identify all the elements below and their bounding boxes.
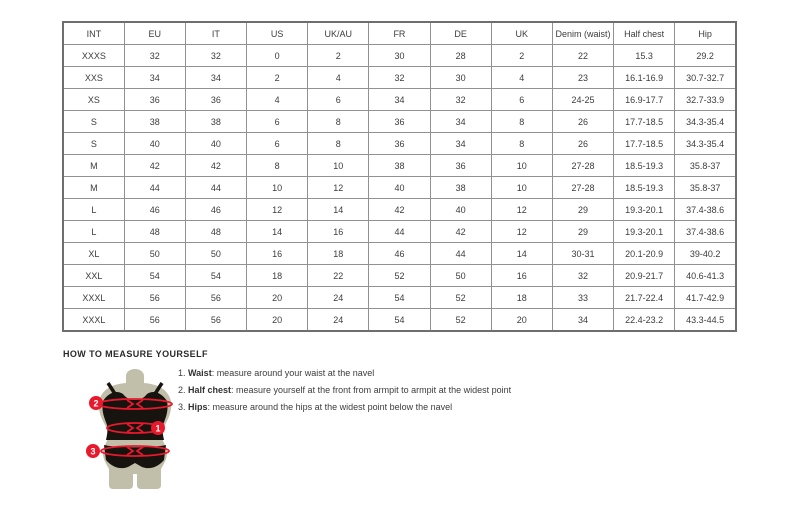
size-value-cell: 12: [491, 221, 552, 243]
size-value-cell: 38: [369, 155, 430, 177]
size-value-cell: 4: [308, 67, 369, 89]
size-value-cell: 27-28: [552, 177, 613, 199]
table-row: [63, 67, 736, 89]
badge-waist-number: 1: [155, 423, 161, 434]
size-value-cell: 10: [247, 177, 308, 199]
table-row: [63, 89, 736, 111]
measure-step: 2. Half chest: measure yourself at the front from armpit to armpit at the widest point: [178, 385, 512, 395]
table-row: [63, 309, 736, 332]
size-value-cell: 40: [430, 199, 491, 221]
size-value-cell: 46: [124, 199, 185, 221]
size-label-cell: S: [63, 133, 124, 155]
size-value-cell: 26: [552, 133, 613, 155]
column-header: EU: [124, 22, 185, 45]
badge-hips-number: 3: [90, 446, 96, 457]
size-label-cell: XS: [63, 89, 124, 111]
size-value-cell: 54: [185, 265, 246, 287]
size-value-cell: 32: [185, 45, 246, 67]
size-value-cell: 56: [124, 309, 185, 332]
table-row: [63, 243, 736, 265]
size-value-cell: 20: [247, 287, 308, 309]
size-value-cell: 42: [369, 199, 430, 221]
size-value-cell: 0: [247, 45, 308, 67]
column-header: DE: [430, 22, 491, 45]
size-value-cell: 40: [185, 133, 246, 155]
size-value-cell: 14: [247, 221, 308, 243]
size-value-cell: 56: [124, 287, 185, 309]
size-value-cell: 38: [185, 111, 246, 133]
size-value-cell: 39-40.2: [675, 243, 736, 265]
size-value-cell: 18.5-19.3: [614, 155, 675, 177]
table-row: [63, 177, 736, 199]
size-value-cell: 22.4-23.2: [614, 309, 675, 332]
size-value-cell: 22: [308, 265, 369, 287]
badge-chest-number: 2: [93, 398, 99, 409]
size-value-cell: 50: [430, 265, 491, 287]
size-value-cell: 16: [247, 243, 308, 265]
column-header: US: [247, 22, 308, 45]
size-value-cell: 2: [247, 67, 308, 89]
size-value-cell: 36: [369, 133, 430, 155]
size-value-cell: 56: [185, 309, 246, 332]
size-value-cell: 35.8-37: [675, 155, 736, 177]
size-value-cell: 14: [308, 199, 369, 221]
size-value-cell: 22: [552, 45, 613, 67]
size-value-cell: 24: [308, 309, 369, 332]
size-value-cell: 32: [430, 89, 491, 111]
column-header: Hip: [675, 22, 736, 45]
size-value-cell: 30.7-32.7: [675, 67, 736, 89]
size-value-cell: 32: [369, 67, 430, 89]
size-label-cell: M: [63, 177, 124, 199]
size-value-cell: 50: [124, 243, 185, 265]
table-row: [63, 155, 736, 177]
size-value-cell: 8: [491, 111, 552, 133]
size-value-cell: 6: [308, 89, 369, 111]
size-value-cell: 56: [185, 287, 246, 309]
size-value-cell: 40.6-41.3: [675, 265, 736, 287]
size-value-cell: 30: [430, 67, 491, 89]
size-value-cell: 8: [308, 111, 369, 133]
size-value-cell: 30-31: [552, 243, 613, 265]
size-value-cell: 18: [308, 243, 369, 265]
size-value-cell: 8: [491, 133, 552, 155]
size-value-cell: 2: [491, 45, 552, 67]
size-value-cell: 29: [552, 221, 613, 243]
size-value-cell: 34: [185, 67, 246, 89]
column-header: UK: [491, 22, 552, 45]
measure-step: 3. Hips: measure around the hips at the widest point below the navel: [178, 402, 453, 412]
size-value-cell: 44: [124, 177, 185, 199]
size-label-cell: XXL: [63, 265, 124, 287]
size-value-cell: 42: [430, 221, 491, 243]
size-value-cell: 20: [491, 309, 552, 332]
size-value-cell: 37.4-38.6: [675, 221, 736, 243]
size-value-cell: 8: [247, 155, 308, 177]
size-value-cell: 29: [552, 199, 613, 221]
size-value-cell: 46: [185, 199, 246, 221]
measurement-figure: [78, 367, 188, 495]
size-value-cell: 16.9-17.7: [614, 89, 675, 111]
size-value-cell: 18.5-19.3: [614, 177, 675, 199]
size-value-cell: 44: [185, 177, 246, 199]
size-value-cell: 42: [185, 155, 246, 177]
size-value-cell: 19.3-20.1: [614, 221, 675, 243]
size-value-cell: 34: [430, 133, 491, 155]
size-value-cell: 17.7-18.5: [614, 111, 675, 133]
column-header: INT: [63, 22, 124, 45]
column-header: Denim (waist): [552, 22, 613, 45]
size-value-cell: 2: [308, 45, 369, 67]
column-header: FR: [369, 22, 430, 45]
size-label-cell: S: [63, 111, 124, 133]
size-value-cell: 28: [430, 45, 491, 67]
table-row: [63, 111, 736, 133]
size-value-cell: 6: [247, 111, 308, 133]
measure-instructions: [178, 369, 538, 420]
size-value-cell: 23: [552, 67, 613, 89]
size-value-cell: 16: [491, 265, 552, 287]
table-row: [63, 265, 736, 287]
size-label-cell: XL: [63, 243, 124, 265]
size-value-cell: 36: [124, 89, 185, 111]
size-value-cell: 32: [552, 265, 613, 287]
size-value-cell: 54: [124, 265, 185, 287]
size-value-cell: 44: [369, 221, 430, 243]
size-value-cell: 12: [491, 199, 552, 221]
size-label-cell: M: [63, 155, 124, 177]
table-row: [63, 45, 736, 67]
mannequin-illustration: [78, 367, 188, 495]
measure-section-title: HOW TO MEASURE YOURSELF: [63, 349, 208, 359]
size-value-cell: 52: [369, 265, 430, 287]
size-value-cell: 34: [552, 309, 613, 332]
size-value-cell: 20.1-20.9: [614, 243, 675, 265]
size-value-cell: 4: [491, 67, 552, 89]
size-value-cell: 10: [491, 155, 552, 177]
size-value-cell: 27-28: [552, 155, 613, 177]
size-value-cell: 18: [247, 265, 308, 287]
table-row: [63, 287, 736, 309]
size-value-cell: 8: [308, 133, 369, 155]
size-value-cell: 16: [308, 221, 369, 243]
size-value-cell: 12: [247, 199, 308, 221]
size-value-cell: 34.3-35.4: [675, 111, 736, 133]
size-value-cell: 4: [247, 89, 308, 111]
size-value-cell: 34: [124, 67, 185, 89]
measure-step: 1. Waist: measure around your waist at the navel: [178, 368, 375, 378]
column-header: UK/AU: [308, 22, 369, 45]
size-value-cell: 30: [369, 45, 430, 67]
size-value-cell: 54: [369, 309, 430, 332]
size-value-cell: 36: [430, 155, 491, 177]
size-chart-table: [62, 21, 737, 332]
size-value-cell: 48: [124, 221, 185, 243]
size-value-cell: 24-25: [552, 89, 613, 111]
size-value-cell: 46: [369, 243, 430, 265]
size-label-cell: L: [63, 221, 124, 243]
size-chart-body: [63, 45, 736, 332]
size-value-cell: 50: [185, 243, 246, 265]
size-value-cell: 52: [430, 287, 491, 309]
size-value-cell: 29.2: [675, 45, 736, 67]
size-label-cell: XXS: [63, 67, 124, 89]
size-value-cell: 17.7-18.5: [614, 133, 675, 155]
size-chart-header: [63, 22, 736, 45]
header-row: [63, 22, 736, 45]
table-row: [63, 221, 736, 243]
size-value-cell: 43.3-44.5: [675, 309, 736, 332]
size-value-cell: 20: [247, 309, 308, 332]
size-value-cell: 36: [369, 111, 430, 133]
size-value-cell: 35.8-37: [675, 177, 736, 199]
size-label-cell: XXXS: [63, 45, 124, 67]
size-label-cell: XXXL: [63, 309, 124, 332]
size-value-cell: 21.7-22.4: [614, 287, 675, 309]
size-value-cell: 54: [369, 287, 430, 309]
size-value-cell: 41.7-42.9: [675, 287, 736, 309]
size-value-cell: 19.3-20.1: [614, 199, 675, 221]
size-value-cell: 34: [430, 111, 491, 133]
size-value-cell: 26: [552, 111, 613, 133]
size-value-cell: 38: [430, 177, 491, 199]
size-value-cell: 38: [124, 111, 185, 133]
size-value-cell: 16.1-16.9: [614, 67, 675, 89]
column-header: Half chest: [614, 22, 675, 45]
size-value-cell: 36: [185, 89, 246, 111]
size-value-cell: 20.9-21.7: [614, 265, 675, 287]
size-label-cell: XXXL: [63, 287, 124, 309]
size-value-cell: 48: [185, 221, 246, 243]
table-row: [63, 199, 736, 221]
size-value-cell: 18: [491, 287, 552, 309]
size-value-cell: 44: [430, 243, 491, 265]
size-value-cell: 14: [491, 243, 552, 265]
size-value-cell: 10: [308, 155, 369, 177]
size-value-cell: 15.3: [614, 45, 675, 67]
size-value-cell: 37.4-38.6: [675, 199, 736, 221]
size-value-cell: 40: [124, 133, 185, 155]
column-header: IT: [185, 22, 246, 45]
size-value-cell: 40: [369, 177, 430, 199]
size-value-cell: 34: [369, 89, 430, 111]
table-row: [63, 133, 736, 155]
size-value-cell: 32: [124, 45, 185, 67]
size-value-cell: 24: [308, 287, 369, 309]
size-value-cell: 52: [430, 309, 491, 332]
size-value-cell: 34.3-35.4: [675, 133, 736, 155]
size-value-cell: 6: [491, 89, 552, 111]
size-value-cell: 32.7-33.9: [675, 89, 736, 111]
size-value-cell: 10: [491, 177, 552, 199]
size-value-cell: 42: [124, 155, 185, 177]
size-value-cell: 12: [308, 177, 369, 199]
size-value-cell: 6: [247, 133, 308, 155]
size-value-cell: 33: [552, 287, 613, 309]
size-label-cell: L: [63, 199, 124, 221]
